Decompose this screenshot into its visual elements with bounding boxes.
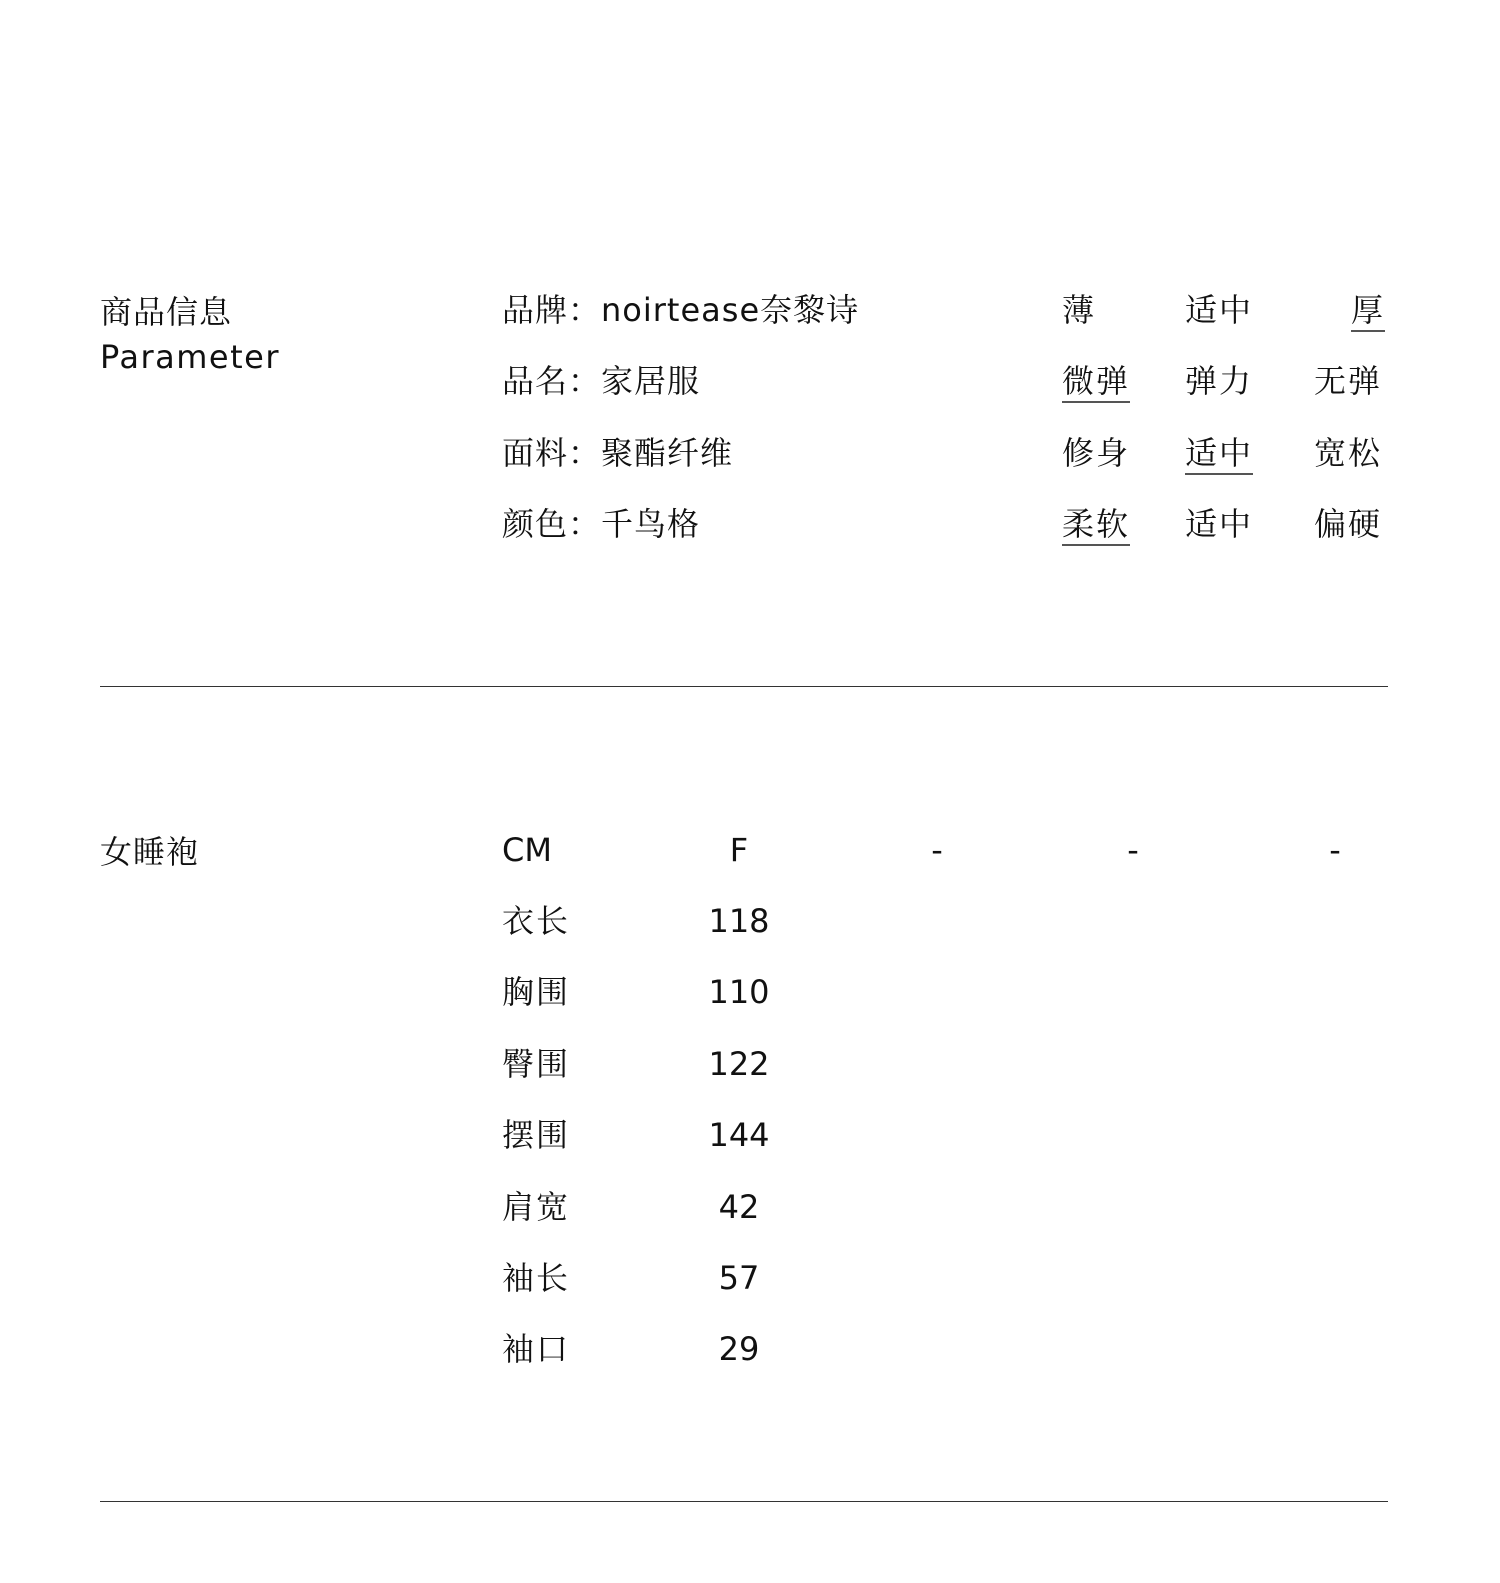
- size-row-value: 144: [708, 1116, 770, 1154]
- attribute-value: 聚酯纤维: [601, 434, 734, 472]
- size-table-header-empty: -: [1127, 831, 1139, 869]
- size-row-label: 袖口: [502, 1330, 571, 1368]
- size-row-value: 57: [718, 1259, 760, 1297]
- size-row-label: 摆围: [502, 1116, 571, 1154]
- scale-fit-option-slim: 修身: [1062, 434, 1131, 472]
- section-title-parameter: 商品信息: [100, 293, 233, 331]
- size-row-label: 衣长: [502, 902, 571, 940]
- attribute-label: 品牌：: [502, 291, 602, 329]
- size-table-header-empty: -: [931, 831, 943, 869]
- scale-elasticity-option-slight: 微弹: [1062, 365, 1130, 403]
- size-row-label: 胸围: [502, 973, 571, 1011]
- section-divider: [100, 686, 1388, 687]
- size-row-value: 118: [708, 902, 770, 940]
- section-divider: [100, 1501, 1388, 1502]
- size-row-label: 肩宽: [502, 1188, 571, 1226]
- scale-softness-option-soft: 柔软: [1062, 508, 1130, 546]
- scale-fit-option-loose: 宽松: [1314, 434, 1383, 472]
- size-row-value: 110: [708, 973, 770, 1011]
- section-subtitle-parameter: Parameter: [100, 338, 280, 376]
- attribute-label: 品名：: [502, 362, 602, 400]
- attribute-label: 颜色：: [502, 505, 602, 543]
- attribute-value: 家居服: [601, 362, 701, 400]
- attribute-value: noirtease奈黎诗: [601, 291, 860, 329]
- scale-thickness-option-medium: 适中: [1185, 291, 1254, 329]
- size-table-header-size-f: F: [729, 831, 749, 869]
- scale-thickness-option-thin: 薄: [1062, 291, 1097, 329]
- scale-softness-option-firm: 偏硬: [1314, 505, 1383, 543]
- size-row-value: 42: [718, 1188, 760, 1226]
- attribute-row-color: [502, 505, 701, 543]
- size-table-header-unit: CM: [502, 831, 552, 869]
- attribute-row-fabric: [502, 434, 734, 472]
- scale-fit-option-regular: 适中: [1185, 437, 1253, 475]
- scale-softness-option-medium: 适中: [1185, 505, 1254, 543]
- scale-elasticity-option-none: 无弹: [1314, 362, 1383, 400]
- size-row-label: 臀围: [502, 1045, 571, 1083]
- scale-thickness-option-thick: 厚: [1351, 294, 1385, 332]
- attribute-row-product-name: [502, 362, 701, 400]
- section-title-size: 女睡袍: [100, 833, 200, 871]
- scale-elasticity-option-stretch: 弹力: [1185, 362, 1254, 400]
- size-table-header-empty: -: [1329, 831, 1341, 869]
- attribute-label: 面料：: [502, 434, 602, 472]
- attribute-value: 千鸟格: [601, 505, 701, 543]
- attribute-row-brand: [502, 291, 860, 329]
- size-row-value: 122: [708, 1045, 770, 1083]
- size-row-label: 袖长: [502, 1259, 571, 1297]
- size-row-value: 29: [718, 1330, 760, 1368]
